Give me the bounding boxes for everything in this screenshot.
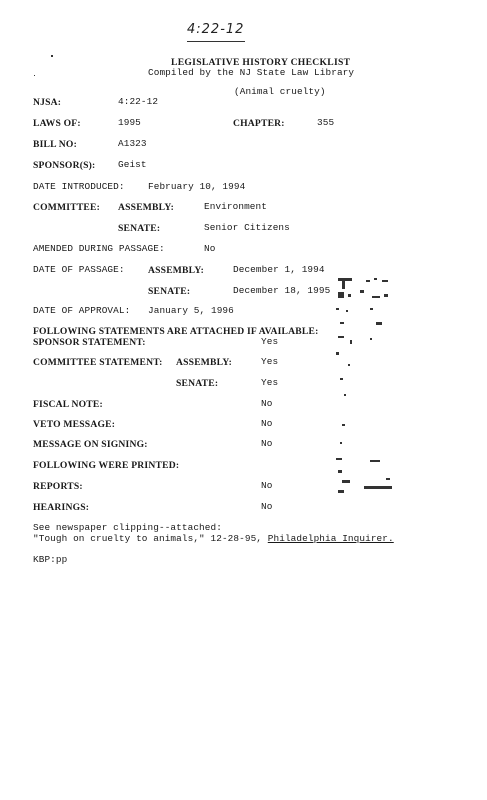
cs-senate-value: Yes (261, 377, 279, 388)
reports-label: REPORTS: (33, 481, 83, 492)
introduced-value: February 10, 1994 (148, 181, 246, 192)
clipping-line (33, 533, 394, 544)
passage-label: DATE OF PASSAGE: (33, 264, 125, 275)
scan-speck (51, 55, 53, 57)
laws-value: 1995 (118, 117, 141, 128)
chapter-value: 355 (317, 117, 335, 128)
initials: KBP:pp (33, 554, 68, 565)
cs-assembly-label: ASSEMBLY: (176, 357, 233, 368)
sponsor-value: Geist (118, 159, 147, 170)
committee-statement-label: COMMITTEE STATEMENT: (33, 357, 163, 368)
sponsor-label: SPONSOR(S): (33, 160, 96, 171)
page-subtitle: Compiled by the NJ State Law Library (148, 67, 355, 78)
sponsor-statement-value: Yes (261, 336, 279, 347)
subject: (Animal cruelty) (234, 86, 326, 97)
clipping-note: See newspaper clipping--attached: (33, 522, 222, 533)
sponsor-statement-label: SPONSOR STATEMENT: (33, 337, 146, 348)
committee-assembly-value: Environment (204, 201, 267, 212)
printed-heading: FOLLOWING WERE PRINTED: (33, 460, 180, 471)
amended-value: No (204, 243, 216, 254)
signing-value: No (261, 438, 273, 449)
passage-assembly-value: December 1, 1994 (233, 264, 325, 275)
passage-senate-value: December 18, 1995 (233, 285, 331, 296)
njsa-value: 4:22-12 (118, 96, 159, 107)
bill-label: BILL NO: (33, 139, 77, 150)
cs-senate-label: SENATE: (176, 378, 219, 389)
amended-label: AMENDED DURING PASSAGE: (33, 243, 165, 254)
cs-assembly-value: Yes (261, 356, 279, 367)
scan-speck (34, 75, 35, 76)
signing-label: MESSAGE ON SIGNING: (33, 439, 148, 450)
approval-label: DATE OF APPROVAL: (33, 305, 131, 316)
committee-assembly-label: ASSEMBLY: (118, 202, 175, 213)
committee-senate-value: Senior Citizens (204, 222, 290, 233)
handwritten-underline (187, 41, 245, 42)
statements-heading: FOLLOWING STATEMENTS ARE ATTACHED IF AVAILABLE: (33, 326, 319, 337)
passage-senate-label: SENATE: (148, 286, 191, 297)
fiscal-value: No (261, 398, 273, 409)
clipping-source: Philadelphia Inquirer. (267, 533, 394, 544)
njsa-label: NJSA: (33, 97, 62, 108)
fiscal-label: FISCAL NOTE: (33, 399, 103, 410)
approval-value: January 5, 1996 (148, 305, 234, 316)
hearings-value: No (261, 501, 273, 512)
clipping-quote: "Tough on cruelty to animals," 12-28-95, (33, 533, 268, 544)
laws-label: LAWS OF: (33, 118, 81, 129)
committee-senate-label: SENATE: (118, 223, 161, 234)
reports-value: No (261, 480, 273, 491)
chapter-label: CHAPTER: (233, 118, 285, 129)
bill-value: A1323 (118, 138, 147, 149)
scan-artifacts (330, 274, 400, 504)
veto-value: No (261, 418, 273, 429)
committee-label: COMMITTEE: (33, 202, 101, 213)
hearings-label: HEARINGS: (33, 502, 90, 513)
introduced-label: DATE INTRODUCED: (33, 181, 125, 192)
veto-label: VETO MESSAGE: (33, 419, 116, 430)
handwritten-citation: 4:22-12 (187, 22, 245, 37)
page-title: LEGISLATIVE HISTORY CHECKLIST (171, 57, 351, 68)
passage-assembly-label: ASSEMBLY: (148, 265, 205, 276)
